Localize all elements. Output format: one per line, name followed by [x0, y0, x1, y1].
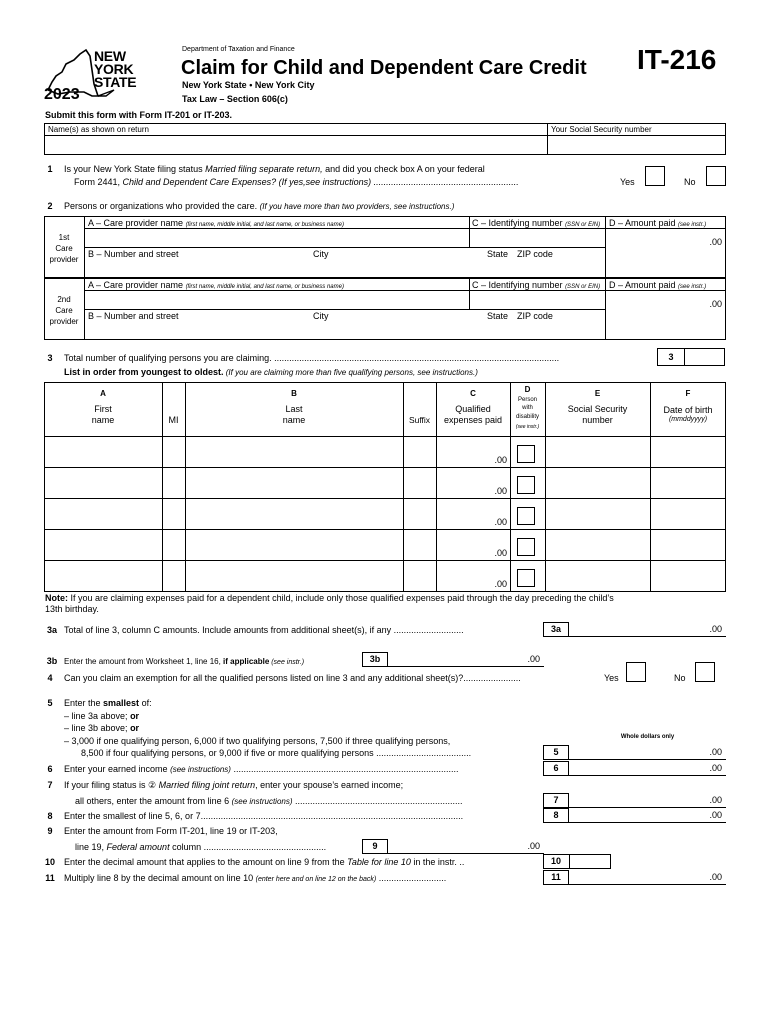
provider1-label-1: 1st: [58, 233, 70, 242]
row4-expenses[interactable]: .00: [494, 548, 507, 558]
q2-number: 2: [47, 201, 53, 211]
l5-or-1: or: [130, 711, 140, 721]
l11-number: 11: [45, 873, 55, 883]
q1-number: 1: [47, 164, 53, 174]
l5-option-1: [64, 711, 139, 721]
q1-text-line1: [64, 164, 485, 174]
l10-text-b: Table for line 10: [347, 857, 411, 867]
col-c-letter: C: [470, 389, 476, 398]
l4-no-checkbox[interactable]: [695, 662, 715, 682]
submit-note: Submit this form with Form IT-201 or IT-203.: [45, 110, 233, 120]
row5-expenses[interactable]: .00: [494, 579, 507, 589]
row-divider-2: [44, 498, 726, 499]
l4-number: 4: [47, 673, 53, 683]
l9-text-c: Federal amount: [106, 842, 170, 852]
l3b-text-bold: if applicable: [223, 657, 270, 666]
l8-text: Enter the smallest of line 5, 6, or 7.........................................................................................................: [64, 811, 464, 821]
l7-box-label: 7: [553, 795, 559, 805]
q3-list-bold: List in order from youngest to oldest.: [64, 367, 224, 377]
logo-text-new: NEW: [94, 48, 126, 64]
l7-amount-line: [569, 807, 726, 808]
provider1-d-divider: [605, 216, 606, 278]
l3a-box-label: 3a: [550, 624, 561, 634]
l6-text-a: Enter your earned income: [64, 764, 171, 774]
col-disability-4: (see instr.): [515, 424, 540, 430]
note-body: If you are claiming expenses paid for a dependent child, include only those qualified expenses paid through the day preceding the child’s: [68, 593, 614, 603]
q2-text: [64, 201, 454, 211]
l10-decimal-input[interactable]: [571, 855, 610, 868]
provider1-b-label: B – Number and street: [88, 249, 179, 259]
l9-number: 9: [47, 826, 53, 836]
l10-text-a: Enter the decimal amount that applies to the amount on line 9 from the: [64, 857, 348, 867]
logo-text-state: STATE: [94, 74, 137, 90]
provider1-state-label: State: [487, 249, 509, 259]
l5-number: 5: [47, 698, 53, 708]
l3a-text: Total of line 3, column C amounts. Include amounts from additional sheet(s), if any ............................: [64, 625, 464, 635]
l9-box-label: 9: [372, 841, 378, 851]
provider1-header-underline-a: [84, 228, 726, 229]
l3a-amount[interactable]: .00: [709, 624, 722, 634]
col-ssn-1: Social Security: [567, 404, 628, 414]
provider2-header-underline: [84, 290, 726, 291]
l3b-box-label: 3b: [369, 654, 381, 664]
l11-dots: ...........................: [376, 873, 447, 883]
provider1-zip-label: ZIP code: [517, 249, 553, 259]
ssn-input[interactable]: [548, 136, 725, 154]
provider2-c-text: C – Identifying number: [472, 280, 566, 290]
form-title: Claim for Child and Dependent Care Credit: [181, 57, 587, 79]
l6-dots: ..........................................................................................: [230, 764, 459, 774]
col-last-name-1: Last: [285, 404, 303, 414]
l11-amount-line: [569, 884, 726, 885]
q3-text: Total number of qualifying persons you are claiming. ..................................................................................................................: [64, 353, 560, 363]
l3b-number: 3b: [46, 656, 58, 666]
col-d-letter: D: [524, 385, 531, 394]
l10-box-divider: [569, 854, 570, 869]
provider2-label-3: provider: [49, 317, 79, 326]
provider1-label-3: provider: [49, 255, 79, 264]
l5-amount[interactable]: .00: [709, 747, 722, 757]
provider1-c-divider: [469, 216, 470, 247]
provider1-c-hint: (SSN or EIN): [565, 222, 601, 228]
l5-amount-line: [569, 759, 726, 760]
l4-yes-checkbox[interactable]: [626, 662, 646, 682]
provider2-a-text: A – Care provider name: [88, 280, 186, 290]
l6-box-label: 6: [553, 763, 559, 773]
col-disability-2: with: [522, 405, 533, 411]
ssn-label: Your Social Security number: [551, 125, 652, 134]
logo-text-york: YORK: [94, 61, 134, 77]
whole-dollars-label: Whole dollars only: [620, 734, 675, 740]
provider1-d-label: [609, 218, 706, 228]
l10-text: [64, 857, 538, 867]
col-qualified-2: expenses paid: [443, 415, 503, 425]
col-mi: MI: [168, 415, 179, 425]
q1-no-checkbox[interactable]: [706, 166, 726, 186]
l7-text-line1: [64, 780, 403, 791]
l6-number: 6: [47, 764, 53, 774]
q3-count-input[interactable]: [686, 349, 724, 365]
provider2-row-divider: [84, 309, 605, 310]
col-a-letter: A: [100, 389, 106, 398]
provider2-label-1: 2nd: [57, 295, 71, 304]
row-divider-4: [44, 560, 726, 561]
l4-no-label: No: [674, 673, 686, 683]
q1-text-a: Is your New York State filing status: [64, 164, 206, 174]
l5-text-c: of:: [139, 698, 152, 708]
note-label: Note:: [45, 593, 68, 603]
l10-box-label: 10: [550, 856, 561, 866]
l6-hint: (see instructions): [170, 765, 231, 774]
name-label: Name(s) as shown on return: [48, 125, 149, 134]
provider2-label-2: Care: [55, 306, 73, 315]
q1-yes-checkbox[interactable]: [645, 166, 665, 186]
provider2-amount[interactable]: .00: [709, 299, 722, 309]
l6-amount[interactable]: .00: [709, 763, 722, 773]
l5-text-bold: smallest: [103, 698, 140, 708]
provider2-a-hint: (first name, middle initial, and last name, or business name): [185, 284, 344, 290]
q1-text-d: Form 2441,: [74, 177, 123, 187]
q2-note: (If you have more than two providers, see instructions.): [259, 202, 455, 211]
provider1-c-text: C – Identifying number: [472, 218, 566, 228]
provider2-c-hint: (SSN or EIN): [565, 284, 601, 290]
provider2-a-label: [88, 280, 344, 290]
provider1-a-text: A – Care provider name: [88, 218, 186, 228]
form-subtitle-2: Tax Law – Section 606(c): [182, 94, 288, 104]
l9-amount-line: [388, 853, 544, 854]
l3a-amount-line: [569, 636, 726, 637]
col-b-letter: B: [291, 389, 297, 398]
provider2-state-label: State: [487, 311, 509, 321]
provider2-d-label: [609, 280, 706, 290]
col-first-name-2: name: [91, 415, 115, 425]
l7-dots: ...................................................................: [292, 796, 463, 806]
col-qualified-1: Qualified: [455, 404, 491, 414]
l3b-amount-line: [388, 666, 544, 667]
l5-text-a: Enter the: [64, 698, 104, 708]
provider1-a-hint: (first name, middle initial, and last name, or business name): [185, 222, 344, 228]
row-divider-3: [44, 529, 726, 530]
provider2-b-label: B – Number and street: [88, 311, 179, 321]
q3-number: 3: [47, 353, 53, 363]
col-disability-1: Person: [517, 397, 537, 403]
l4-text: Can you claim an exemption for all the qualified persons listed on line 3 and any additional sheet(s)?.......................: [64, 673, 521, 683]
l8-box-label: 8: [553, 810, 559, 820]
l7-amount[interactable]: .00: [709, 795, 722, 805]
l7-circle-2: ②: [148, 780, 157, 790]
l8-amount-line: [569, 822, 726, 823]
name-input[interactable]: [45, 136, 546, 154]
l7-text-d: all others, enter the amount from line 6: [75, 796, 232, 806]
col-ssn-2: number: [582, 415, 613, 425]
row5-disability-checkbox[interactable]: [517, 569, 535, 587]
col-disability-3: disability: [515, 414, 539, 420]
l3b-amount[interactable]: .00: [527, 654, 540, 664]
provider1-row-divider: [84, 247, 605, 248]
q1-yes-label: Yes: [620, 177, 635, 187]
q1-text-c: and did you check box A on your federal: [322, 164, 485, 174]
q3-box-divider: [684, 348, 685, 366]
l5-box-label: 5: [553, 747, 559, 757]
l5-option-3: – 3,000 if one qualifying person, 6,000 if two qualifying persons, 7,500 if three qualifying persons,: [64, 736, 451, 746]
l9-text-d: column .................................................: [169, 842, 327, 852]
q3-box-label: 3: [668, 352, 674, 362]
provider2-c-divider: [469, 278, 470, 309]
l7-hint: (see instructions): [231, 797, 293, 806]
col-last-name-2: name: [282, 415, 306, 425]
provider2-d-hint: (see instr.): [678, 284, 707, 290]
col-dob-1: Date of birth: [663, 405, 713, 415]
l5-option-1-text: – line 3a above;: [64, 711, 131, 721]
l4-yes-label: Yes: [604, 673, 619, 683]
l7-text-line2: [75, 796, 538, 806]
q1-text-f: (If yes,see instructions) ..........................................................: [276, 177, 519, 187]
form-number: IT-216: [637, 44, 717, 75]
form-subtitle-1: New York State • New York City: [182, 80, 315, 90]
q1-text-e: Child and Dependent Care Expenses?: [122, 177, 277, 187]
l5-option-2-text: – line 3b above;: [64, 723, 131, 733]
l9-text-line2: [75, 842, 360, 852]
provider1-c-label: [472, 218, 600, 228]
l8-amount[interactable]: .00: [709, 810, 722, 820]
col-e-letter: E: [594, 389, 601, 398]
l7-text-c: , enter your spouse’s earned income;: [255, 780, 404, 790]
provider1-amount[interactable]: .00: [709, 237, 722, 247]
header-row-bottom: [44, 436, 726, 437]
l7-number: 7: [47, 780, 53, 790]
note-text: [45, 593, 614, 603]
l3b-text: [64, 656, 304, 666]
l6-amount-line: [569, 775, 726, 776]
col-f-letter: F: [685, 389, 691, 398]
q1-text-b: Married filing separate return,: [205, 164, 323, 174]
row2-expenses[interactable]: .00: [494, 486, 507, 496]
l11-box-label: 11: [551, 872, 561, 882]
row1-disability-checkbox[interactable]: [517, 445, 535, 463]
q1-no-label: No: [684, 177, 696, 187]
row4-disability-checkbox[interactable]: [517, 538, 535, 556]
row1-expenses[interactable]: .00: [494, 455, 507, 465]
l9-text-b: line 19,: [75, 842, 107, 852]
l7-text-b: Married filing joint return: [156, 780, 256, 790]
l3b-text-hint: (see instr.): [269, 659, 305, 666]
provider1-d-hint: (see instr.): [678, 222, 707, 228]
l10-number: 10: [44, 857, 55, 867]
row3-disability-checkbox[interactable]: [517, 507, 535, 525]
q2-text-main: Persons or organizations who provided the care.: [64, 201, 258, 211]
l11-hint: (enter here and on line 12 on the back): [255, 876, 377, 883]
l5-text: [64, 698, 152, 708]
department-name: Department of Taxation and Finance: [182, 46, 295, 53]
l11-text: [64, 873, 538, 883]
col-first-name-1: First: [94, 404, 112, 414]
provider2-c-label: [472, 280, 600, 290]
provider1-city-label: City: [313, 249, 329, 259]
provider1-a-label: [88, 218, 344, 228]
l9-text-line1: Enter the amount from Form IT-201, line 19 or IT-203,: [64, 826, 278, 836]
provider1-d-text: D – Amount paid: [609, 218, 679, 228]
provider2-city-label: City: [313, 311, 329, 321]
provider2-d-text: D – Amount paid: [609, 280, 679, 290]
note-text-2: 13th birthday.: [45, 604, 99, 614]
l11-amount[interactable]: .00: [709, 872, 722, 882]
provider2-zip-label: ZIP code: [517, 311, 553, 321]
l8-number: 8: [47, 811, 53, 821]
row-divider-1: [44, 467, 726, 468]
l6-text: [64, 764, 538, 774]
q3-list-note: (If you are claiming more than five qualifying persons, see instructions.): [223, 368, 478, 377]
col-suffix: Suffix: [408, 415, 431, 425]
l3b-text-a: Enter the amount from Worksheet 1, line 16,: [64, 657, 224, 666]
l5-option-4: 8,500 if four qualifying persons, or 9,000 if five or more qualifying persons ......................................: [81, 748, 472, 758]
row3-expenses[interactable]: .00: [494, 517, 507, 527]
l9-amount[interactable]: .00: [527, 841, 540, 851]
tax-year: 2023: [44, 86, 80, 103]
l5-option-2: [64, 723, 139, 733]
provider2-d-divider: [605, 278, 606, 340]
l11-text-a: Multiply line 8 by the decimal amount on line 10: [64, 873, 256, 883]
l3a-number: 3a: [46, 625, 57, 635]
l10-text-c: in the instr. ..: [410, 857, 465, 867]
provider1-label-2: Care: [55, 244, 73, 253]
col-dob-2: (mmddyyyy): [668, 416, 708, 423]
l5-or-2: or: [130, 723, 140, 733]
row2-disability-checkbox[interactable]: [517, 476, 535, 494]
q3-list-instruction: [64, 367, 478, 377]
q1-text-line2: [74, 177, 519, 187]
l7-text-a: If your filing status is: [64, 780, 149, 790]
